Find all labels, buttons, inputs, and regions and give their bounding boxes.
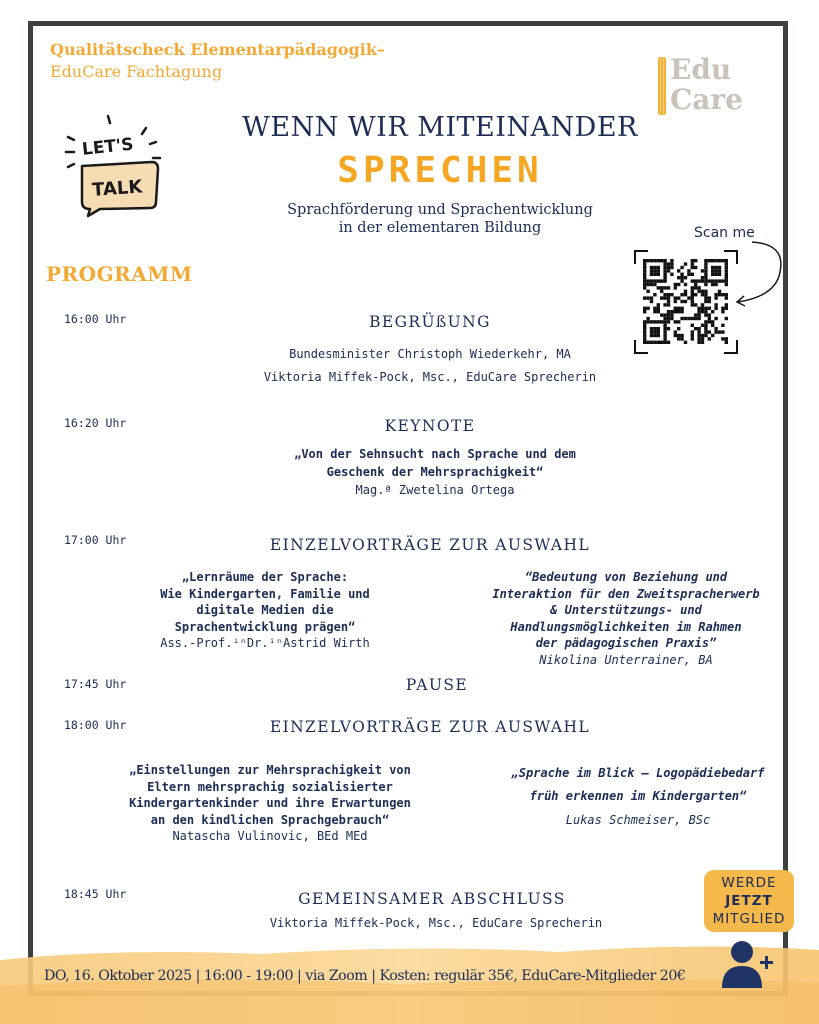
subtitle-line-2: in der elementaren Bildung	[338, 220, 542, 236]
time-1620: 16:20 Uhr	[64, 416, 127, 430]
talk-speaker: Ass.-Prof.ⁱⁿDr.ⁱⁿAstrid Wirth	[160, 636, 370, 650]
lets-text: LET'S	[81, 134, 135, 160]
talk-title-line: Kindergartenkinder und ihre Erwartungen	[129, 796, 411, 810]
section-einzelvortraege-1: EINZELVORTRÄGE ZUR AUSWAHL	[269, 536, 591, 554]
closing-speaker: Viktoria Miffek-Pock, Msc., EduCare Sprecherin	[269, 916, 603, 930]
badge-line-2: JETZT	[725, 893, 773, 909]
programm-heading: PROGRAMM	[46, 262, 193, 286]
keynote-speaker: Mag.ª Zwetelina Ortega	[355, 483, 515, 497]
logo-word-1: Edu	[670, 53, 732, 86]
talk-title-line: Sprachentwicklung prägen“	[174, 619, 356, 634]
section-keynote: KEYNOTE	[384, 417, 476, 435]
talk-title-line: Wie Kindergarten, Familie und	[160, 586, 370, 601]
talk-title-line: „Lernräume der Sprache:	[181, 570, 349, 584]
talk-title-line: digitale Medien die	[196, 603, 334, 617]
talk-title-line: Geschenk der Mehrsprachigkeit“	[326, 465, 544, 479]
speaker-name: Viktoria Miffek-Pock, Msc., EduCare Sprecherin	[263, 370, 597, 384]
talk-text: TALK	[91, 176, 144, 201]
talk-left-1	[130, 569, 400, 652]
badge-line-1: WERDE	[721, 875, 777, 891]
curved-arrow-icon	[730, 232, 790, 312]
time-1845: 18:45 Uhr	[64, 887, 127, 901]
section-begruessung: BEGRÜßUNG	[369, 313, 491, 331]
speaker-name: Bundesminister Christoph Wiederkehr, MA	[289, 347, 571, 361]
talk-title-line: an den kindlichen Sprachgebrauch“	[150, 812, 390, 827]
qr-code-icon[interactable]	[634, 250, 738, 354]
section-pause: PAUSE	[405, 676, 469, 694]
welcome-speakers	[200, 343, 660, 389]
main-title: WENN WIR MITEINANDER	[242, 112, 638, 143]
logo-stripes	[658, 57, 666, 115]
talk-title-line: & Unterstützungs- und	[550, 603, 702, 617]
event-series-subtitle: EduCare Fachtagung	[50, 62, 223, 81]
talk-speaker: Lukas Schmeiser, BSc	[565, 813, 711, 827]
section-abschluss: GEMEINSAMER ABSCHLUSS	[298, 890, 566, 908]
become-member-button[interactable]	[704, 870, 794, 932]
time-1800: 18:00 Uhr	[64, 718, 127, 732]
educare-logo	[656, 55, 756, 120]
time-1600: 16:00 Uhr	[64, 312, 127, 326]
scan-me-label: Scan me	[694, 225, 755, 241]
talk-title-line: “Bedeutung von Beziehung und	[524, 570, 728, 584]
talk-title-line: Eltern mehrsprachig sozialisierter	[147, 779, 393, 794]
talk-title-line: Interaktion für den Zweitspracherwerb	[492, 586, 760, 601]
talk-speaker: Nikolina Unterrainer, BA	[539, 652, 713, 667]
qr-modules	[643, 259, 728, 344]
time-1745: 17:45 Uhr	[64, 677, 127, 691]
talk-right-2	[488, 762, 788, 832]
talk-right-1	[476, 569, 776, 669]
lets-talk-icon	[60, 112, 180, 222]
badge-line-3: MITGLIED	[712, 911, 786, 927]
subtitle	[240, 201, 640, 237]
event-details-footer: DO, 16. Oktober 2025 | 16:00 - 19:00 | via Zoom | Kosten: regulär 35€, EduCare-Mitglieder 20€	[44, 968, 686, 984]
talk-title-line: „Sprache im Blick – Logopädiebedarf	[511, 766, 765, 780]
talk-title-line: früh erkennen im Kindergarten“	[529, 789, 747, 803]
section-einzelvortraege-2: EINZELVORTRÄGE ZUR AUSWAHL	[269, 718, 591, 736]
talk-title-line: der pädagogischen Praxis”	[535, 636, 717, 650]
time-1700: 17:00 Uhr	[64, 533, 127, 547]
subtitle-line-1: Sprachförderung und Sprachentwicklung	[287, 202, 593, 218]
talk-left-2	[100, 762, 440, 845]
logo-word-2: Care	[670, 83, 743, 116]
keynote-title	[200, 445, 670, 481]
talk-speaker: Natascha Vulinovic, BEd MEd	[172, 829, 368, 843]
talk-title-line: „Einstellungen zur Mehrsprachigkeit von	[129, 763, 411, 777]
event-series-title: Qualitätscheck Elementarpädagogik–	[50, 40, 385, 59]
main-title-highlight: SPRECHEN	[337, 150, 543, 191]
talk-title-line: „Von der Sehnsucht nach Sprache und dem	[294, 447, 576, 461]
talk-title-line: Handlungsmöglichkeiten im Rahmen	[510, 619, 742, 634]
